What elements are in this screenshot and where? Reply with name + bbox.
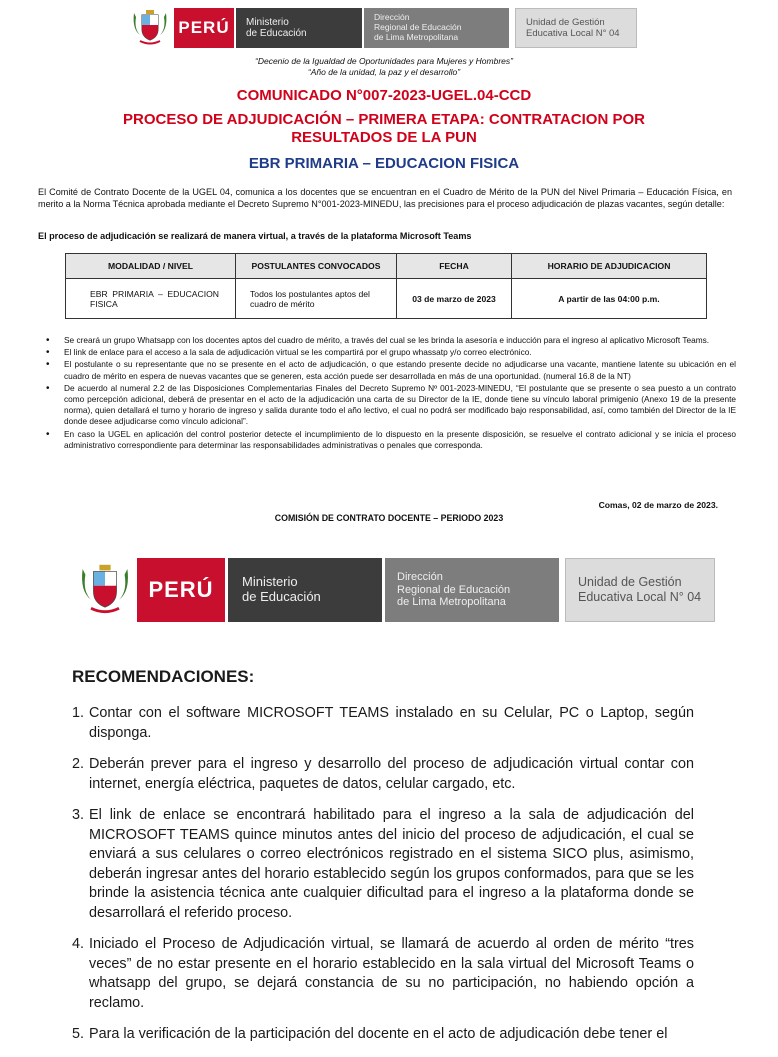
comunicado-title: COMUNICADO N°007-2023-UGEL.04-CCD [236,87,532,104]
ebr-title: EBR PRIMARIA – EDUCACION FISICA [248,155,520,172]
table-header: MODALIDAD / NIVEL [66,254,236,279]
table-header: POSTULANTES CONVOCADOS [236,254,397,279]
list-item: • En caso la UGEL en aplicación del control posterior detecte el incumplimiento de lo dispuesto en la presente disposición, se resuelve el contrato adicional y se inicia el proceso administrativo correspondiente para determinar las responsabilidades administrativas o penales que corresponda. [46,429,736,451]
table-cell: A partir de las 04:00 p.m. [512,279,707,319]
bullet-list [46,335,736,452]
coat-of-arms-icon [72,558,137,622]
peru-label: PERÚ [137,558,225,622]
virtual-notice: El proceso de adjudicación se realizará de manera virtual, a través de la plataforma Microsoft Teams [38,231,472,241]
recomendaciones-title: RECOMENDACIONES: [72,667,255,686]
list-item: 5. Para la verificación de la participación del docente en el acto de adjudicación debe tener el [72,1026,668,1042]
list-item: • Se creará un grupo Whatsapp con los docentes aptos del cuadro de mérito, a través del cual se les brinda la asesoría e inducción para el ingreso al aplicativo Microsoft Teams. [46,335,736,346]
direccion-label: Dirección Regional de Educación de Lima Metropolitana [385,558,559,622]
list-item: • El link de enlace para el acceso a la sala de adjudicación virtual se les compartirá por el grupo whassatp y/o correo electrónico. [46,347,736,358]
direccion-label: Dirección Regional de Educación de Lima Metropolitana [364,8,509,48]
list-item: • El postulante o su representante que no se presente en el acto de adjudicación, o que estando presente decide no adjudicarse una vacante, mantiene latente su ubicación en el cuadro de mérito en espera de nuevas vacantes que se generen, esta acción puede ser desarrollada en más de una oportunidad. (numeral 16.8 de la NT) [46,359,736,381]
header-banner [126,8,637,48]
table-header: FECHA [397,254,512,279]
ministerio-label: Ministerio de Educación [236,8,362,48]
ministerio-label: Ministerio de Educación [228,558,382,622]
recomendaciones-list [72,704,694,1057]
peru-label: PERÚ [174,8,234,48]
date-line: Comas, 02 de marzo de 2023. [598,500,718,510]
table-cell: Todos los postulantes aptos del cuadro de mérito [236,279,397,319]
table-header-row [66,254,707,279]
list-item: • De acuerdo al numeral 2.2 de las Disposiciones Complementarias Finales del Decreto Supremo Nº 001-2023-MINEDU, “El postulante que se presente o sea puesto a un contrato como percepción adicional, deberá de presentar en el acto de la adjudicación una carta de su Director de la IE, donde tiene su vínculo laboral primigenio (Anexo 19 de la presente norma), quien detallará el turno y horario de ingreso y salida durante todo el año lectivo, el cual no podrá ser modificado bajo responsabilidad, así, como también del Director de la IE donde desee adjudicarse como vínculo adicional”. [46,383,736,428]
proceso-title: PROCESO DE ADJUDICACIÓN – PRIMERA ETAPA: CONTRATACION POR RESULTADOS DE LA PUN [123,111,645,146]
list-item: 2. Deberán prever para el ingreso y desarrollo del proceso de adjudicación virtual contar con internet, energía eléctrica, paquetes de datos, celular cargado, etc. [72,756,694,792]
ugel-label: Unidad de Gestión Educativa Local N° 04 [565,558,715,622]
commission-signature: COMISIÓN DE CONTRATO DOCENTE – PERIODO 2023 [274,513,504,523]
ugel-label: Unidad de Gestión Educativa Local N° 04 [515,8,637,48]
mottos: “Decenio de la Igualdad de Oportunidades para Mujeres y Hombres” “Año de la unidad, la paz y el desarrollo” [255,56,513,77]
table-header: HORARIO DE ADJUDICACION [512,254,707,279]
list-item: 4. Iniciado el Proceso de Adjudicación virtual, se llamará de acuerdo al orden de mérito “tres veces” de no estar presente en el horario establecido en la sala virtual del Microsoft Teams o whatsapp del grupo, se dejará constancia de su no participación, no habiendo opción a reclamo. [72,936,694,1011]
table-cell: EBR PRIMARIA – EDUCACION FISICA [66,279,236,319]
list-item: 1. Contar con el software MICROSOFT TEAMS instalado en su Celular, PC o Laptop, según disponga. [72,705,694,741]
table-cell: 03 de marzo de 2023 [397,279,512,319]
header-banner-page2 [72,558,715,622]
list-item: 3. El link de enlace se encontrará habilitado para el ingreso a la sala de adjudicación del MICROSOFT TEAMS quince minutos antes del inicio del proceso de adjudicación, el cual se enviará a sus celulares o correo electrónicos registrado en el sistema SICO plus, asimismo, deberán ingresar antes del horario establecido según los grupos conformados, para que se les brinde la asistencia técnica ante cualquier dificultad para el ingreso a la plataforma donde se desarrollará el referido proceso. [72,807,694,921]
intro-paragraph: El Comité de Contrato Docente de la UGEL 04, comunica a los docentes que se encuentran en el Cuadro de Mérito de la PUN del Nivel Primaria – Educación Física, en merito a la Norma Técnica aprobada mediante el Decreto Supremo N°001-2023-MINEDU, las precisiones para el proceso adjudicación de plazas vacantes, según detalle: [38,187,732,209]
table-row [66,279,707,319]
coat-of-arms-icon [126,8,174,48]
schedule-table [65,253,707,319]
